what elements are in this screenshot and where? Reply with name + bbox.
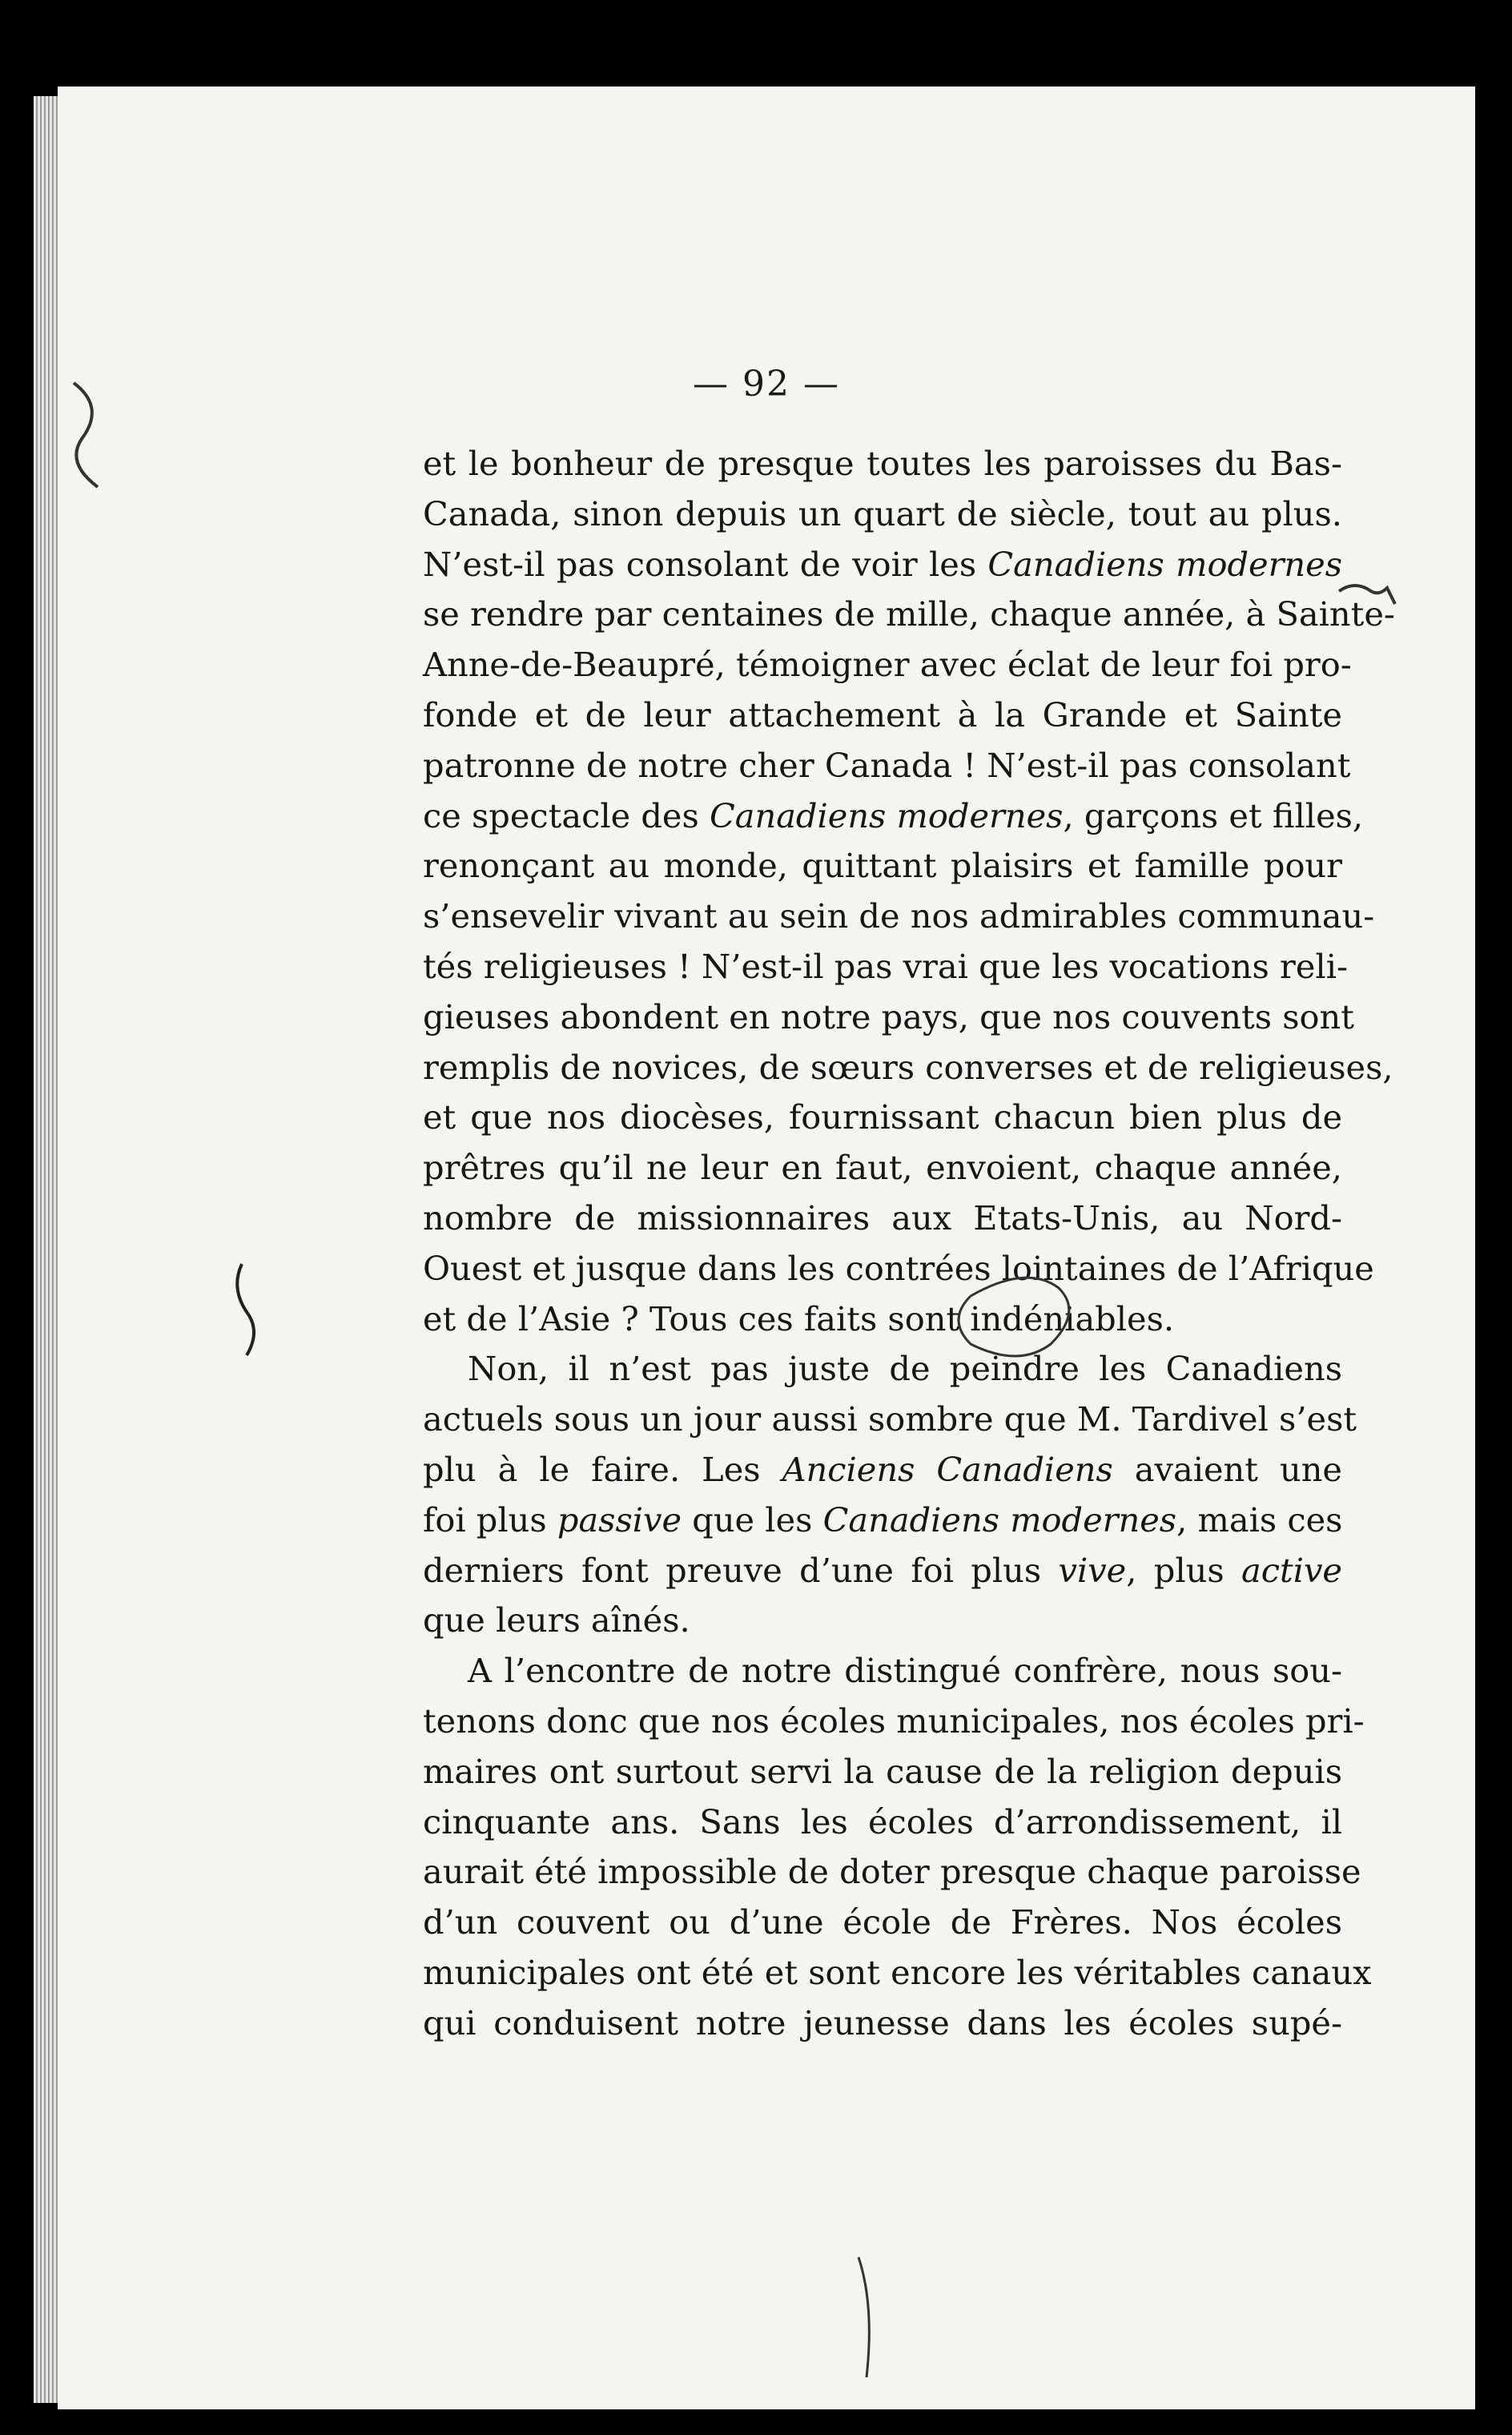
book-page: [58, 87, 1475, 2409]
text-line: actuels sous un jour aussi sombre que M. Tardivel s’est: [423, 1399, 1357, 1439]
text-line: maires ont surtout servi la cause de la religion depuis: [423, 1751, 1342, 1791]
text-line: municipales ont été et sont encore les véritables canaux: [423, 1952, 1372, 1992]
margin-bracket-mark: [237, 1264, 254, 1355]
paragraph-start-line: Non, il n’est pas juste de peindre les Canadiens: [468, 1349, 1342, 1389]
text-line: gieuses abondent en notre pays, que nos couvents sont: [423, 996, 1354, 1036]
text-line: ce spectacle des Canadiens modernes, garçons et filles,: [423, 795, 1364, 835]
text-line: et le bonheur de presque toutes les paroisses du Bas-: [423, 444, 1342, 483]
text-line: fonde et de leur attachement à la Grande et Sainte: [423, 694, 1342, 735]
text-line: tenons donc que nos écoles municipales, nos écoles pri-: [423, 1700, 1365, 1741]
text-line: cinquante ans. Sans les écoles d’arrondissement, il: [423, 1801, 1342, 1841]
text-line: remplis de novices, de sœurs converses et de religieuses,: [423, 1047, 1393, 1087]
text-line: Anne-de-Beaupré, témoigner avec éclat de leur foi pro-: [423, 645, 1352, 685]
text-line: aurait été impossible de doter presque chaque paroisse: [423, 1852, 1361, 1892]
text-line: patronne de notre cher Canada ! N’est-il pas consolant: [423, 745, 1351, 785]
text-line: plu à le faire. Les Anciens Canadiens avaient une: [423, 1449, 1342, 1489]
text-line: Canada, sinon depuis un quart de siècle, tout au plus.: [423, 493, 1342, 533]
paragraph-start-line: A l’encontre de notre distingué confrère, nous sou-: [468, 1651, 1342, 1691]
text-line: Ouest et jusque dans les contrées lointaines de l’Afrique: [423, 1248, 1374, 1288]
text-line: tés religieuses ! N’est-il pas vrai que les vocations reli-: [423, 946, 1348, 986]
text-line: s’ensevelir vivant au sein de nos admirables communau-: [423, 896, 1375, 936]
text-line: renonçant au monde, quittant plaisirs et famille pour: [423, 846, 1342, 886]
text-line: prêtres qu’il ne leur en faut, envoient, chaque année,: [423, 1148, 1342, 1188]
text-line: et que nos diocèses, fournissant chacun bien plus de: [423, 1097, 1342, 1137]
text-line: N’est-il pas consolant de voir les Canadiens modernes: [423, 544, 1342, 584]
page-number: — 92 —: [693, 364, 840, 404]
book-page-edges: [34, 96, 58, 2403]
text-line: et de l’Asie ? Tous ces faits sont indéniables.: [423, 1298, 1175, 1338]
text-line: derniers font preuve d’une foi plus vive, plus active: [423, 1550, 1342, 1590]
text-line: d’un couvent ou d’une école de Frères. Nos écoles: [423, 1902, 1342, 1942]
text-line: qui conduisent notre jeunesse dans les écoles supé-: [423, 2002, 1342, 2043]
bottom-stroke-mark: [859, 2257, 869, 2377]
text-line: foi plus passive que les Canadiens modernes, mais ces: [423, 1499, 1343, 1539]
text-line: nombre de missionnaires aux Etats-Unis, au Nord-: [423, 1197, 1342, 1238]
text-line: se rendre par centaines de mille, chaque année, à Sainte-: [423, 594, 1395, 634]
body-text: [423, 439, 1395, 2049]
text-line: que leurs aînés.: [423, 1600, 690, 1640]
